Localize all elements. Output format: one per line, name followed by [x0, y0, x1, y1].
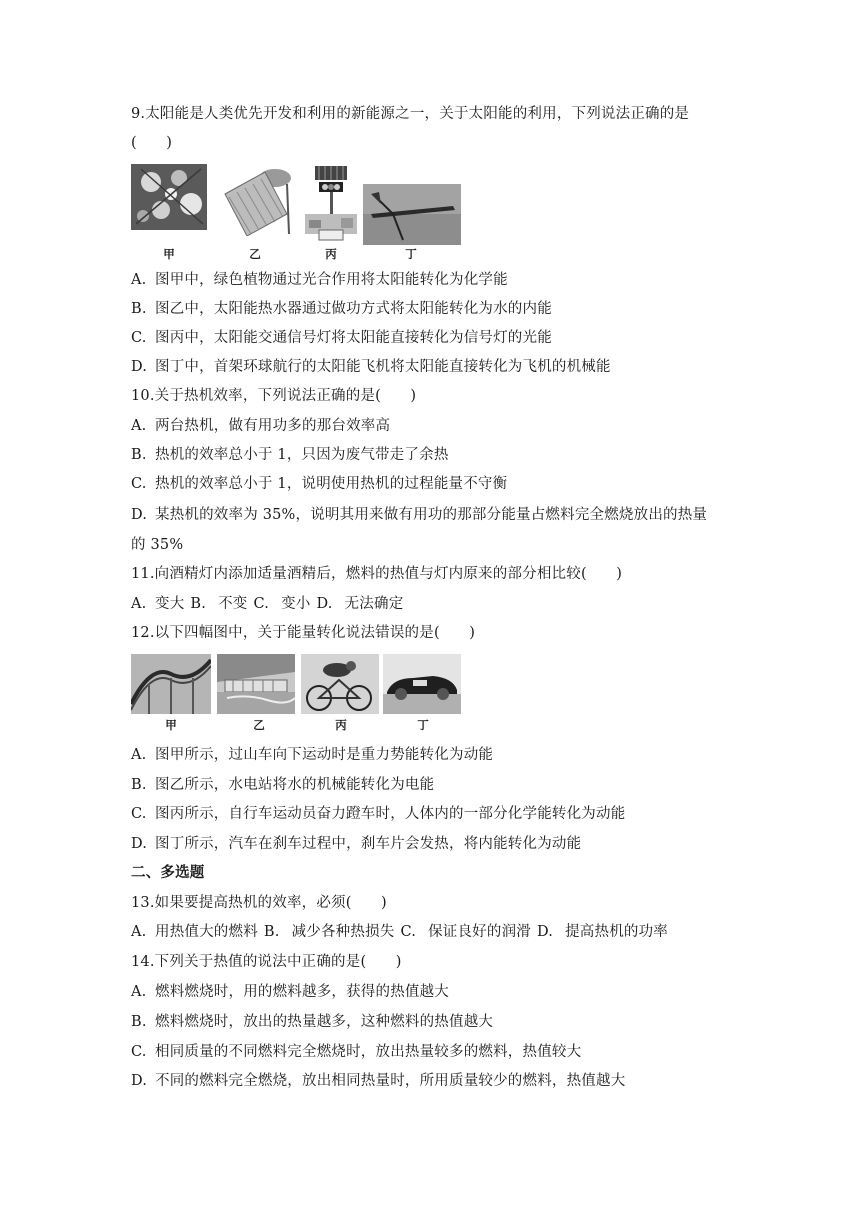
q13-stem: 13.如果要提高热机的效率，必须( ) — [131, 895, 387, 911]
q12-caption-jia: 甲 — [165, 718, 177, 732]
q10-option-d — [131, 505, 707, 525]
option-key: A. — [131, 418, 147, 434]
q9-option-c — [131, 328, 552, 348]
option-key: A. — [131, 924, 147, 940]
option-key: C. — [131, 806, 147, 822]
option-text: 热机的效率总小于 1，只因为废气带走了余热 — [155, 447, 449, 463]
option-text: 图乙中，太阳能热水器通过做功方式将太阳能转化为水的内能 — [155, 301, 552, 317]
option-text: 图乙所示，水电站将水的机械能转化为电能 — [155, 777, 435, 793]
q14-option-b — [131, 1012, 493, 1032]
solar-water-heater-image — [217, 164, 295, 236]
q12-option-d — [131, 834, 581, 854]
q14-option-a — [131, 982, 449, 1002]
q11-options — [131, 594, 403, 614]
option-text: 热机的效率总小于 1，说明使用热机的过程能量不守衡 — [155, 476, 508, 492]
option-key: D. — [131, 507, 148, 523]
q12-figure-row — [131, 654, 461, 736]
option-text: 燃料燃烧时，放出的热量越多，这种燃料的热值越大 — [155, 1014, 494, 1030]
q12-stem: 12.以下四幅图中，关于能量转化说法错误的是( ) — [131, 625, 476, 641]
q12-option-c — [131, 804, 625, 824]
q9-figure-row — [131, 164, 461, 260]
q9-figure-ding — [363, 184, 461, 245]
option-key: D. — [131, 1073, 148, 1089]
option-text: 相同质量的不同燃料完全燃烧时，放出热量较多的燃料，热值较大 — [155, 1044, 582, 1060]
q12-figure-ding — [383, 654, 461, 714]
q12-figure-jia — [131, 654, 211, 714]
q9-option-d — [131, 357, 611, 377]
option-text: 燃料燃烧时，用的燃料越多，获得的热值越大 — [155, 984, 449, 1000]
option-text: 图丁中，首架环球航行的太阳能飞机将太阳能直接转化为飞机的机械能 — [155, 359, 611, 375]
q12-figure-bing — [301, 654, 379, 714]
section-title: 二、多选题 — [131, 864, 205, 881]
q14-option-d — [131, 1071, 625, 1091]
solar-traffic-light-image — [305, 164, 357, 246]
option-key: D. — [131, 359, 148, 375]
roller-coaster-image — [131, 654, 211, 714]
option-text: 图丙所示，自行车运动员奋力蹬车时，人体内的一部分化学能转化为动能 — [155, 806, 626, 822]
option-key: A. — [131, 984, 147, 1000]
option-key: A. — [131, 272, 147, 288]
q10-option-d-cont: 的 35% — [131, 537, 184, 553]
q12-caption-bing: 丙 — [335, 718, 347, 732]
option-key: D. — [316, 596, 333, 612]
option-key: B. — [190, 596, 207, 612]
option-key: A. — [131, 747, 147, 763]
q10-option-a — [131, 416, 390, 436]
q9-caption-ding: 丁 — [405, 247, 417, 261]
q9-figure-bing — [305, 164, 357, 246]
option-key: C. — [131, 330, 147, 346]
q9-stem: 9.太阳能是人类优先开发和利用的新能源之一，关于太阳能的利用，下列说法正确的是 — [131, 106, 690, 122]
q13-options — [131, 922, 668, 942]
option-text: 变小 — [281, 596, 311, 612]
option-key: B. — [131, 447, 147, 463]
q9-option-a — [131, 270, 508, 290]
option-text: 无法确定 — [344, 596, 404, 612]
option-text: 两台热机，做有用功多的那台效率高 — [155, 418, 391, 434]
q9-figure-jia — [131, 164, 207, 230]
option-text: 不变 — [218, 596, 248, 612]
q12-option-a — [131, 745, 493, 765]
option-key: B. — [131, 777, 147, 793]
race-car-image — [383, 654, 461, 714]
q9-caption-bing: 丙 — [325, 247, 337, 261]
option-text: 提高热机的功率 — [565, 924, 669, 940]
q14-stem: 14.下列关于热值的说法中正确的是( ) — [131, 954, 402, 970]
q9-option-b — [131, 299, 552, 319]
option-key: C. — [400, 924, 417, 940]
option-text: 图甲所示，过山车向下运动时是重力势能转化为动能 — [155, 747, 494, 763]
q12-caption-ding: 丁 — [417, 718, 429, 732]
q10-stem: 10.关于热机效率，下列说法正确的是( ) — [131, 388, 417, 404]
option-text: 不同的燃料完全燃烧，放出相同热量时，所用质量较少的燃料，热值越大 — [155, 1073, 626, 1089]
option-key: C. — [131, 476, 147, 492]
option-text: 用热值大的燃料 — [155, 924, 258, 940]
q14-option-c — [131, 1042, 581, 1062]
hydropower-dam-image — [217, 654, 295, 714]
q9-caption-yi: 乙 — [249, 247, 261, 261]
option-text: 某热机的效率为 35%，说明其用来做有用功的那部分能量占燃料完全燃烧放出的热量 — [155, 507, 708, 523]
option-key: B. — [131, 1014, 147, 1030]
option-text: 减少各种热损失 — [291, 924, 395, 940]
q12-figure-yi — [217, 654, 295, 714]
q9-figure-yi — [217, 164, 295, 236]
cyclist-image — [301, 654, 379, 714]
option-key: C. — [131, 1044, 147, 1060]
leaf-image — [131, 164, 207, 230]
q12-caption-yi: 乙 — [253, 718, 265, 732]
option-key: B. — [263, 924, 280, 940]
q9-caption-jia: 甲 — [163, 247, 175, 261]
option-text: 变大 — [155, 596, 185, 612]
q11-stem: 11.向酒精灯内添加适量酒精后，燃料的热值与灯内原来的部分相比较( ) — [131, 566, 623, 582]
solar-airplane-image — [363, 184, 461, 245]
q9-paren: ( ) — [131, 135, 173, 151]
option-key: C. — [253, 596, 270, 612]
q10-option-c — [131, 474, 507, 494]
option-key: B. — [131, 301, 147, 317]
option-text: 图甲中，绿色植物通过光合作用将太阳能转化为化学能 — [155, 272, 508, 288]
q12-option-b — [131, 775, 434, 795]
option-key: D. — [131, 836, 148, 852]
option-key: D. — [536, 924, 554, 940]
option-key: A. — [131, 596, 147, 612]
q10-option-b — [131, 445, 449, 465]
option-text: 图丙中，太阳能交通信号灯将太阳能直接转化为信号灯的光能 — [155, 330, 552, 346]
option-text: 图丁所示，汽车在刹车过程中，刹车片会发热，将内能转化为动能 — [155, 836, 582, 852]
option-text: 保证良好的润滑 — [428, 924, 531, 940]
